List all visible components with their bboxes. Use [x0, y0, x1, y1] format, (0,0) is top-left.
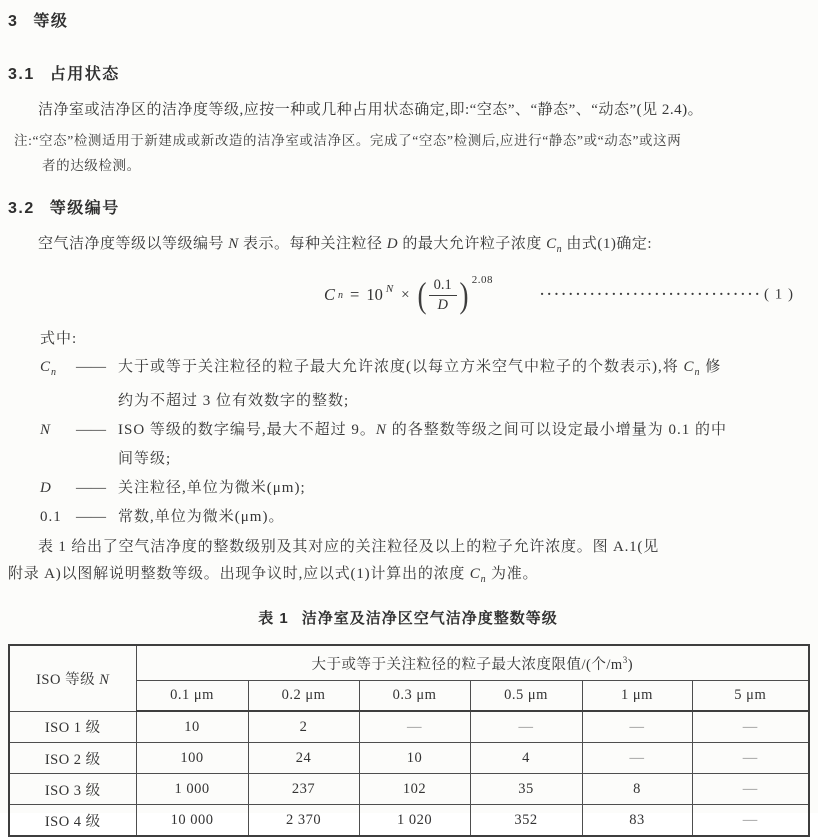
header-size-0-2um: 0.2 μm	[248, 681, 359, 712]
var-N: N	[228, 236, 239, 252]
equation-1	[8, 269, 808, 321]
cell: —	[692, 774, 809, 805]
table-reference-line-2: 附录 A)以图解说明整数等级。出现争议时,应以式(1)计算出的浓度 $C_n$ 为准。	[8, 566, 539, 585]
row-label: ISO 2 级	[9, 743, 136, 774]
equation-body: C n = 10 N × ( $\frac{0.1}{D}$ ) $^{2.08}$	[323, 274, 493, 315]
table-caption-text: 洁净室及洁净区空气洁净度整数等级	[301, 610, 558, 627]
header-size-0-1um: 0.1 μm	[136, 681, 248, 712]
section-3-2-heading	[8, 195, 808, 218]
equals-sign: =	[350, 285, 360, 304]
class-number-paragraph: 空气洁净度等级以等级编号 N 表示。每种关注粒径 D 的最大允许粒子浓度 $C_n$ 由式(1)确定:	[38, 236, 653, 255]
denominator-D: D	[437, 296, 448, 313]
section-number: 3.2	[8, 200, 35, 217]
cell: —	[582, 743, 692, 774]
cell: —	[359, 711, 470, 743]
cell: 1 000	[136, 774, 248, 805]
note-label: 注:	[14, 133, 33, 148]
header-size-5um: 5 μm	[692, 681, 809, 712]
cell: 2	[248, 711, 359, 743]
cell: —	[692, 743, 809, 774]
section-number: 3.1	[8, 66, 35, 83]
equation-number: ( 1 )	[764, 286, 794, 303]
note-block	[14, 128, 808, 178]
cleanliness-class-table	[8, 644, 810, 837]
definition-symbol: N	[40, 422, 52, 438]
cell: —	[582, 711, 692, 743]
cell: 10 000	[136, 805, 248, 837]
header-size-1um: 1 μm	[582, 681, 692, 712]
note-line-2: 者的达级检测。	[42, 158, 141, 173]
header-iso-class: ISO 等级 N	[9, 645, 136, 711]
cell: —	[692, 711, 809, 743]
table-row-iso3	[9, 774, 809, 805]
where-label: 式中:	[40, 331, 78, 347]
right-paren: )	[459, 275, 469, 315]
cell: 10	[136, 711, 248, 743]
multiply-sign: ×	[401, 286, 410, 303]
header-size-0-5um: 0.5 μm	[470, 681, 582, 712]
definition-dash: ——	[76, 359, 106, 375]
occupancy-paragraph: 洁净室或洁净区的洁净度等级,应按一种或几种占用状态确定,即:“空态”、“静态”、“动态”(见 2.4)。	[38, 102, 704, 118]
var-Cn: C	[323, 285, 335, 304]
definition-list	[8, 353, 808, 532]
definition-text: 大于或等于关注粒径的粒子最大允许浓度(以每立方米空气中粒子的个数表示),将 $C_n$ 修 约为不超过 3 位有效数字的整数;	[118, 359, 722, 409]
cell: 1 020	[359, 805, 470, 837]
var-D: D	[386, 236, 399, 252]
definition-dash: ——	[76, 422, 106, 438]
definition-symbol: $C_n$	[40, 359, 58, 378]
cell: 83	[582, 805, 692, 837]
note-line-1: 注:“空态”检测适用于新建成或新改造的洁净室或洁净区。完成了“空态”检测后,应进行“静态”或“动态”或这两	[14, 133, 682, 148]
definition-text: 关注粒径,单位为微米(μm);	[118, 480, 306, 496]
section-number: 3	[8, 13, 19, 30]
definition-row-01	[8, 503, 808, 532]
cell: 10	[359, 743, 470, 774]
header-concentration-limit: 大于或等于关注粒径的粒子最大浓度限值/(个$/m^3$)	[136, 645, 809, 681]
exponent-208: 2.08	[471, 274, 493, 286]
cell: 8	[582, 774, 692, 805]
row-label: ISO 4 级	[9, 805, 136, 837]
definition-dash: ——	[76, 480, 106, 496]
definition-symbol: 0.1	[40, 509, 62, 525]
row-label: ISO 1 级	[9, 711, 136, 743]
cell: —	[692, 805, 809, 837]
section-3-1-heading	[8, 61, 808, 84]
section-title: 等级	[33, 13, 69, 30]
table-row-iso4	[9, 805, 809, 837]
left-paren: (	[417, 275, 427, 315]
cell: 2 370	[248, 805, 359, 837]
definition-row-cn	[8, 353, 808, 416]
table-reference-paragraph: 表 1 给出了空气洁净度的整数级别及其对应的关注粒径及以上的粒子允许浓度。图 A.1(见 附录 A)以图解说明整数等级。出现争议时,应以式(1)计算出的浓度 $C_n$ 为准。	[8, 534, 808, 593]
section-title: 等级编号	[49, 200, 120, 217]
row-label: ISO 3 级	[9, 774, 136, 805]
cell: 102	[359, 774, 470, 805]
cell: 100	[136, 743, 248, 774]
cell: 35	[470, 774, 582, 805]
cell: 4	[470, 743, 582, 774]
table-caption-label: 表 1	[258, 610, 289, 627]
cell: —	[470, 711, 582, 743]
table-header-row-1	[9, 645, 809, 681]
definition-dash: ——	[76, 509, 106, 525]
cell: 237	[248, 774, 359, 805]
numerator: 0.1	[429, 277, 457, 296]
table-1-caption	[8, 607, 808, 628]
base-10: 10	[366, 285, 383, 304]
section-3-heading	[8, 8, 808, 31]
table-row-iso2	[9, 743, 809, 774]
header-size-0-3um: 0.3 μm	[359, 681, 470, 712]
definition-text: ISO 等级的数字编号,最大不超过 9。N 的各整数等级之间可以设定最小增量为 0.1 的中 间等级;	[118, 422, 727, 467]
definition-text: 常数,单位为微米(μm)。	[118, 509, 285, 525]
definition-row-d	[8, 474, 808, 503]
definition-symbol: D	[40, 480, 52, 496]
table-row-iso1	[9, 711, 809, 743]
var-Cn: C	[546, 236, 557, 252]
cell: 24	[248, 743, 359, 774]
equation-leader-dots: ······························· ( 1 )	[539, 286, 794, 303]
fraction	[429, 277, 457, 313]
cell: 352	[470, 805, 582, 837]
definition-row-n	[8, 416, 808, 474]
section-title: 占用状态	[49, 66, 120, 83]
exponent-N: N	[385, 283, 394, 295]
